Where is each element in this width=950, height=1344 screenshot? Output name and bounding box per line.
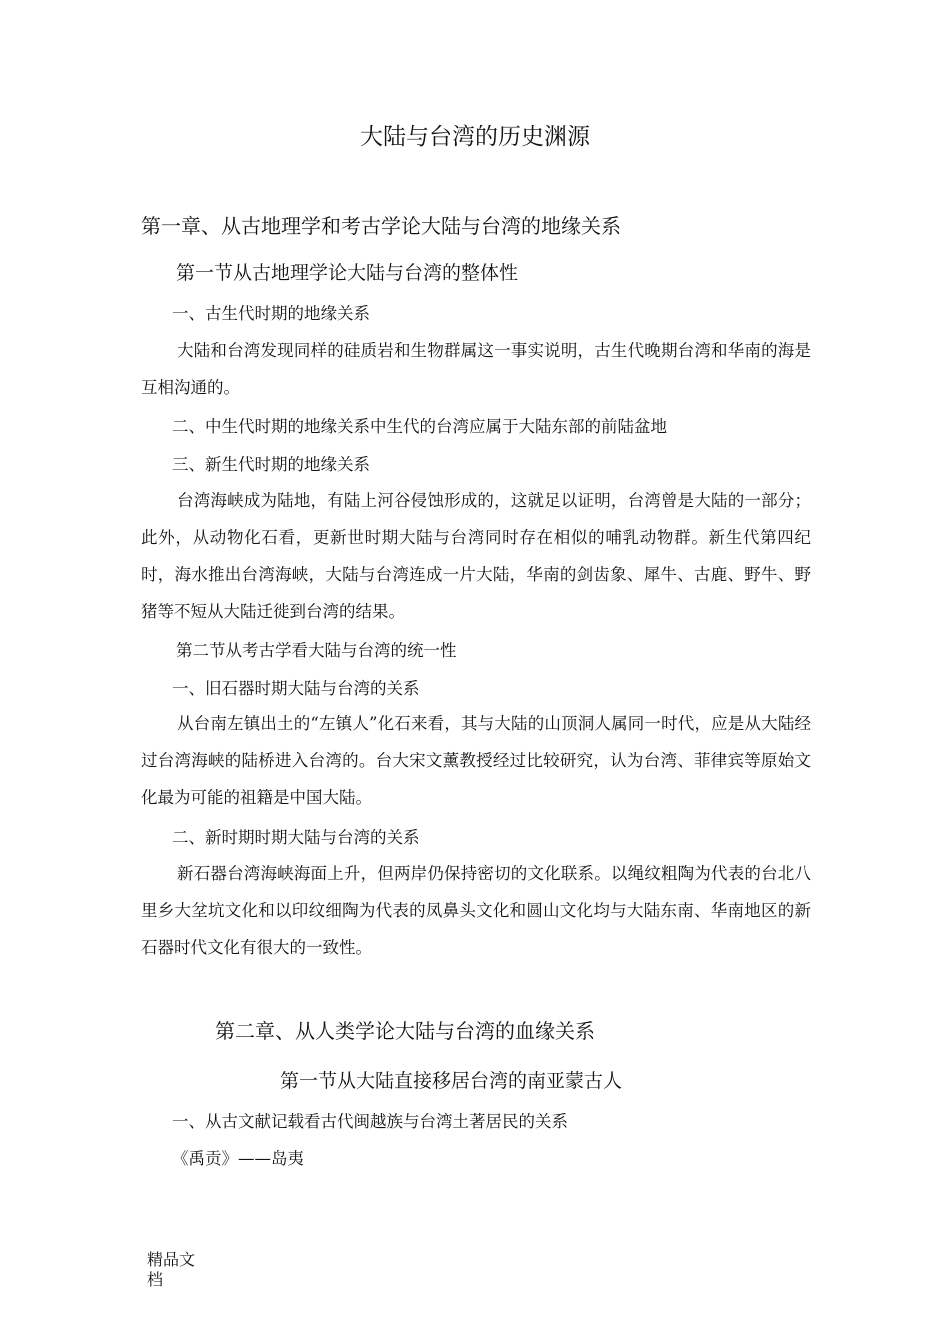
chapter-2-section-1-heading: 第一节从大陆直接移居台湾的南亚蒙古人 [280, 1070, 623, 1092]
chapter-1-section-1-heading: 第一节从古地理学论大陆与台湾的整体性 [176, 262, 519, 284]
ancient-texts-heading: 一、从古文献记载看古代闽越族与台湾土著居民的关系 [172, 1112, 568, 1131]
cenozoic-paragraph: 台湾海峡成为陆地，有陆上河谷侵蚀形成的，这就足以证明，台湾曾是大陆的一部分；此外，从动物化石看，更新世时期大陆与台湾同时存在相似的哺乳动物群。新生代第四纪时，海水推出台湾海峡，大陆与台湾连成一片大陆，华南的剑齿象、犀牛、古鹿、野牛、野猪等不短从大陆迁徙到台湾的结果。 [141, 491, 811, 621]
mesozoic-heading: 二、中生代时期的地缘关系中生代的台湾应属于大陆东部的前陆盆地 [172, 417, 667, 436]
paleozoic-heading: 一、古生代时期的地缘关系 [172, 304, 370, 323]
paleolithic-heading: 一、旧石器时期大陆与台湾的关系 [172, 679, 420, 698]
neolithic-heading: 二、新时期时期大陆与台湾的关系 [172, 828, 420, 847]
cenozoic-heading: 三、新生代时期的地缘关系 [172, 455, 370, 474]
yugong-reference: 《禹贡》——岛夷 [172, 1149, 304, 1168]
neolithic-paragraph: 新石器台湾海峡海面上升，但两岸仍保持密切的文化联系。以绳纹粗陶为代表的台北八里乡大坌坑文化和以印纹细陶为代表的凤鼻头文化和圆山文化均与大陆东南、华南地区的新石器时代文化有很大的一致性。 [141, 864, 811, 957]
chapter-1-heading: 第一章、从古地理学和考古学论大陆与台湾的地缘关系 [141, 214, 621, 238]
footer-watermark-text: 精品文档 [147, 1250, 196, 1289]
paleolithic-paragraph: 从台南左镇出土的“左镇人”化石来看，其与大陆的山顶洞人属同一时代，应是从大陆经过台湾海峡的陆桥进入台湾的。台大宋文薰教授经过比较研究，认为台湾、菲律宾等原始文化最为可能的祖籍是中国大陆。 [141, 714, 811, 807]
document-title: 大陆与台湾的历史渊源 [360, 124, 590, 150]
chapter-1-section-2-heading: 第二节从考古学看大陆与台湾的统一性 [176, 641, 457, 660]
chapter-2-heading: 第二章、从人类学论大陆与台湾的血缘关系 [215, 1019, 595, 1043]
paleozoic-paragraph: 大陆和台湾发现同样的硅质岩和生物群属这一事实说明，古生代晚期台湾和华南的海是互相沟通的。 [141, 341, 811, 397]
